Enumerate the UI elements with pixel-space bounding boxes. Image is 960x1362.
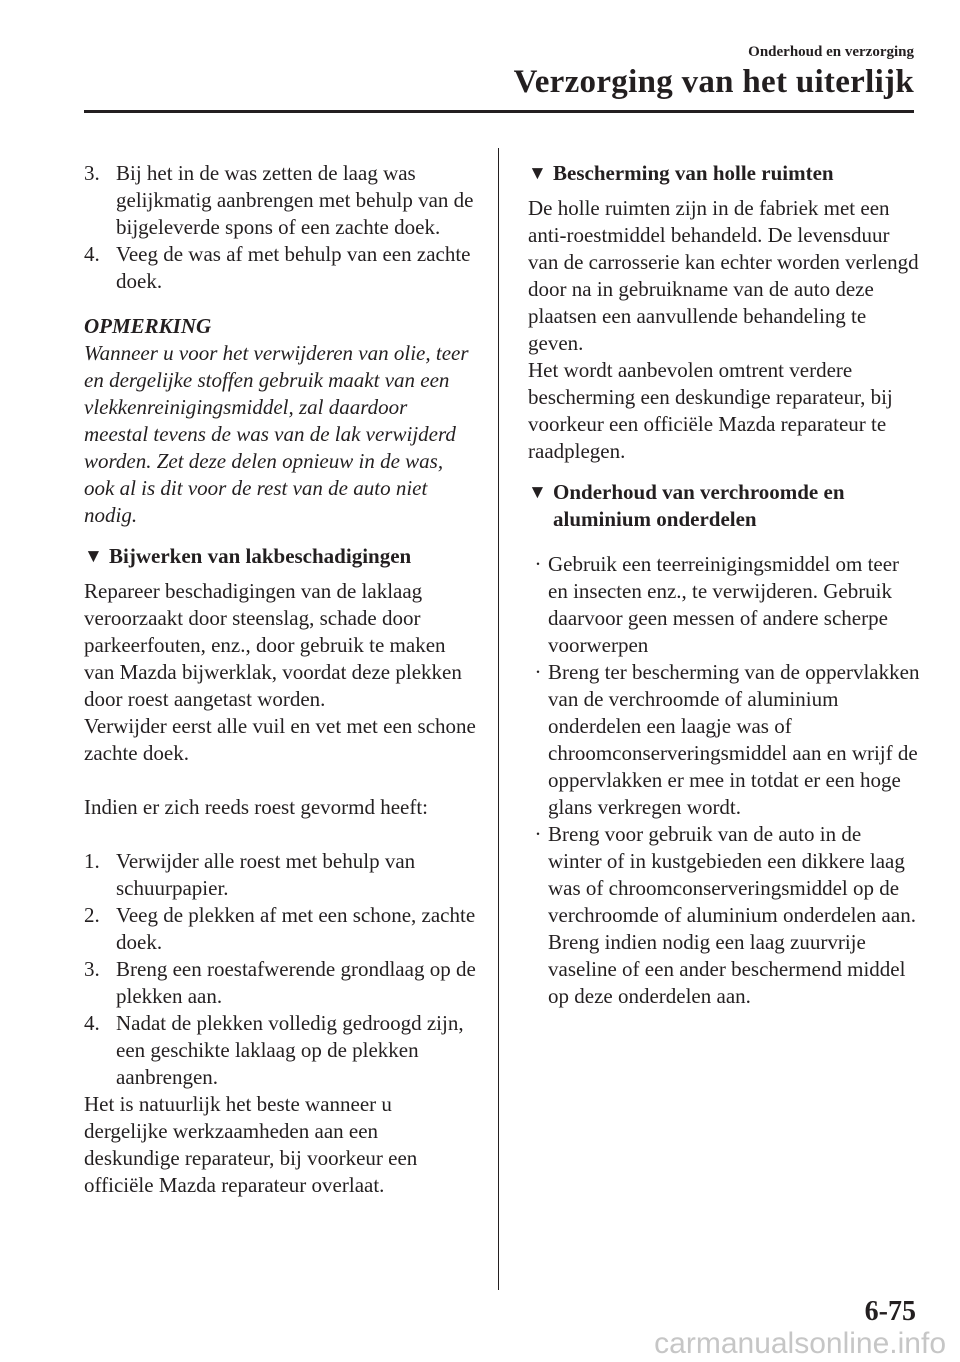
watermark: carmanualsonline.info bbox=[654, 1327, 946, 1360]
step-text: Bij het in de was zetten de laag was gelijkmatig aanbrengen met behulp van de bijgeleverde spons of een zachte doek. bbox=[116, 161, 474, 239]
triangle-down-icon: ▼ bbox=[528, 163, 547, 184]
bullet-dot-icon: · bbox=[534, 660, 542, 684]
triangle-down-icon: ▼ bbox=[528, 482, 547, 503]
step-text: Breng een roestafwerende grondlaag op de plekken aan. bbox=[116, 957, 476, 1008]
right-column bbox=[528, 160, 920, 1010]
paragraph: Verwijder eerst alle vuil en vet met een schone zachte doek. bbox=[84, 714, 476, 765]
step-number: 4. bbox=[84, 242, 100, 266]
step-number: 2. bbox=[84, 903, 100, 927]
step-text: Veeg de plekken af met een schone, zachte doek. bbox=[116, 903, 476, 954]
bullet-item bbox=[528, 821, 920, 1010]
bullet-dot-icon: · bbox=[534, 552, 542, 576]
heading-text: Onderhoud van verchroomde en aluminium onderdelen bbox=[553, 480, 845, 531]
step-item bbox=[84, 848, 476, 902]
bullet-dot-icon: · bbox=[534, 822, 542, 846]
column-divider bbox=[498, 148, 499, 1290]
bullet-text: Breng voor gebruik van de auto in de winter of in kustgebieden een dikkere laag was of chroomconserveringsmiddel op de verchroomde of aluminium onderdelen aan. Breng indien nodig een laag zuurvrije vaseline of een ander beschermend middel op deze onderdelen aan. bbox=[548, 822, 916, 1008]
paragraph: Het is natuurlijk het beste wanneer u dergelijke werkzaamheden aan een deskundige reparateur, bij voorkeur een officiële Mazda reparateur overlaat. bbox=[84, 1092, 418, 1197]
heading-text: Bescherming van holle ruimten bbox=[553, 161, 834, 185]
bullet-text: Gebruik een teerreinigingsmiddel om teer en insecten enz., te verwijderen. Gebruik daarvoor geen messen of andere scherpe voorwerpen bbox=[548, 552, 900, 657]
heading-text: Bijwerken van lakbeschadigingen bbox=[109, 544, 412, 568]
triangle-down-icon: ▼ bbox=[84, 546, 103, 567]
left-column bbox=[84, 160, 476, 1199]
bullet-item bbox=[528, 551, 920, 659]
page-number: 6-75 bbox=[864, 1296, 916, 1327]
note-text: Wanneer u voor het verwijderen van olie, teer en dergelijke stoffen gebruik maakt van een vlekkenreinigingsmiddel, zal daardoor meestal tevens de was van de lak verwijderd worden. Zet deze delen opnieuw in de was, ook al is dit voor de rest van de auto niet nodig. bbox=[84, 341, 469, 527]
paragraph: Indien er zich reeds roest gevormd heeft: bbox=[84, 795, 429, 819]
step-item bbox=[84, 241, 476, 295]
header-rule bbox=[84, 110, 914, 113]
spacer bbox=[84, 821, 476, 848]
note-heading: OPMERKING bbox=[84, 314, 212, 338]
paragraph: De holle ruimten zijn in de fabriek met een anti-roestmiddel behandeld. De levensduur van de carrosserie kan echter worden verlengd door na in gebruikname van de auto deze plaatsen een aanvullende behandeling te geven. bbox=[528, 196, 919, 355]
step-item bbox=[84, 1010, 476, 1091]
spacer bbox=[84, 767, 476, 794]
step-text: Nadat de plekken volledig gedroogd zijn, een geschikte laklaag op de plekken aanbrengen. bbox=[116, 1011, 464, 1089]
step-number: 1. bbox=[84, 849, 100, 873]
page-title: Verzorging van het uiterlijk bbox=[513, 64, 914, 100]
step-text: Veeg de was af met behulp van een zachte doek. bbox=[116, 242, 471, 293]
paragraph: Het wordt aanbevolen omtrent verdere bescherming een deskundige reparateur, bij voorkeur een officiële Mazda reparateur te raadplegen. bbox=[528, 358, 893, 463]
section-heading-lakbeschadigingen bbox=[84, 543, 476, 570]
section-heading-verchroomde-onderdelen bbox=[528, 479, 920, 533]
step-item bbox=[84, 160, 476, 241]
spacer bbox=[528, 541, 920, 551]
step-item bbox=[84, 902, 476, 956]
header-section-label: Onderhoud en verzorging bbox=[748, 44, 914, 60]
paragraph: Repareer beschadigingen van de laklaag veroorzaakt door steenslag, schade door parkeerfouten, enz., door gebruik te maken van Mazda bijwerklak, voordat deze plekken door roest aangetast worden. bbox=[84, 579, 462, 711]
step-number: 4. bbox=[84, 1011, 100, 1035]
bullet-item bbox=[528, 659, 920, 821]
section-heading-holle-ruimten bbox=[528, 160, 920, 187]
bullet-text: Breng ter bescherming van de oppervlakken van de verchroomde of aluminium onderdelen een laagje was of chroomconserveringsmiddel aan en wrijf de oppervlakken er mee in totdat er een hoge glans verkregen wordt. bbox=[548, 660, 920, 819]
step-number: 3. bbox=[84, 957, 100, 981]
step-text: Verwijder alle roest met behulp van schuurpapier. bbox=[116, 849, 416, 900]
step-item bbox=[84, 956, 476, 1010]
step-number: 3. bbox=[84, 161, 100, 185]
